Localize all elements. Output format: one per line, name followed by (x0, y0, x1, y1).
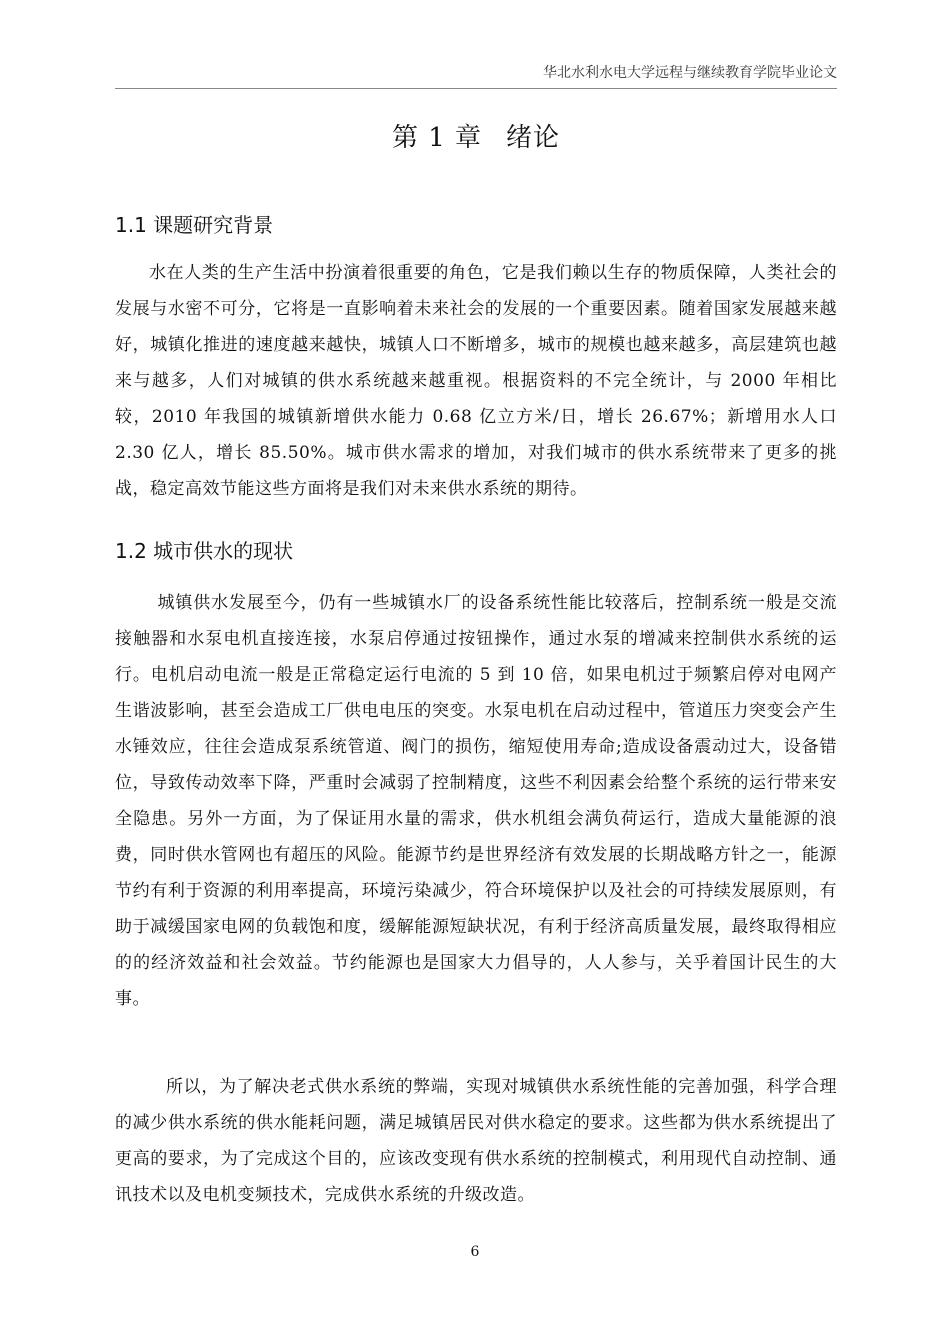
section-heading-1-2: 1.2 城市供水的现状 (115, 539, 294, 563)
paragraph-conclusion: 所以，为了解决老式供水系统的弊端，实现对城镇供水系统性能的完善加强，科学合理的减少供水系统的供水能耗问题，满足城镇居民对供水稳定的要求。这些都为供水系统提出了更高的要求，为了完成这个目的，应该改变现有供水系统的控制模式，利用现代自动控制、通讯技术以及电机变频技术，完成供水系统的升级改造。 (115, 1077, 837, 1205)
paragraph-background: 水在人类的生产生活中扮演着很重要的角色，它是我们赖以生存的物质保障，人类社会的发展与水密不可分，它将是一直影响着未来社会的发展的一个重要因素。随着国家发展越来越好，城镇化推进的速度越来越快，城镇人口不断增多，城市的规模也越来越多，高层建筑也越来与越多，人们对城镇的供水系统越来越重视。根据资料的不完全统计，与 2000 年相比较，2010 年我国的城镇新增供水能力 0.68 亿立方米/日，增长 26.67%；新增用水人口 2.30 亿人，增长 85.50%。城市供水需求的增加，对我们城市的供水系统带来了更多的挑战，稳定高效节能这些方面将是我们对未来供水系统的期待。 (115, 263, 837, 499)
chapter-name: 绪论 (506, 123, 561, 153)
paragraph-status: 城镇供水发展至今，仍有一些城镇水厂的设备系统性能比较落后，控制系统一般是交流接触器和水泵电机直接连接，水泵启停通过按钮操作，通过水泵的增减来控制供水系统的运行。电机启动电流一般是正常稳定运行电流的 5 到 10 倍，如果电机过于频繁启停对电网产生谐波影响，甚至会造成工厂供电电压的突变。水泵电机在启动过程中，管道压力突变会产生水锤效应，往往会造成泵系统管道、阀门的损伤，缩短使用寿命;造成设备震动过大，设备错位，导致传动效率下降，严重时会减弱了控制精度，这些不利因素会给整个系统的运行带来安全隐患。另外一方面，为了保证用水量的需求，供水机组会满负荷运行，造成大量能源的浪费，同时供水管网也有超压的风险。能源节约是世界经济有效发展的长期战略方针之一，能源节约有利于资源的利用率提高，环境污染减少，符合环境保护以及社会的可持续发展原则，有助于减缓国家电网的负载饱和度，缓解能源短缺状况，有利于经济高质量发展，最终取得相应的的经济效益和社会效益。节约能源也是国家大力倡导的，人人参与，关乎着国计民生的大事。 (115, 593, 837, 1009)
header-rule (115, 88, 837, 89)
page-number: 6 (470, 1244, 480, 1260)
chapter-number: 第 1 章 (391, 123, 483, 153)
section-heading-1-1: 1.1 课题研究背景 (115, 213, 274, 237)
chapter-title (115, 118, 837, 158)
running-header: 华北水利水电大学远程与继续教育学院毕业论文 (543, 65, 837, 81)
